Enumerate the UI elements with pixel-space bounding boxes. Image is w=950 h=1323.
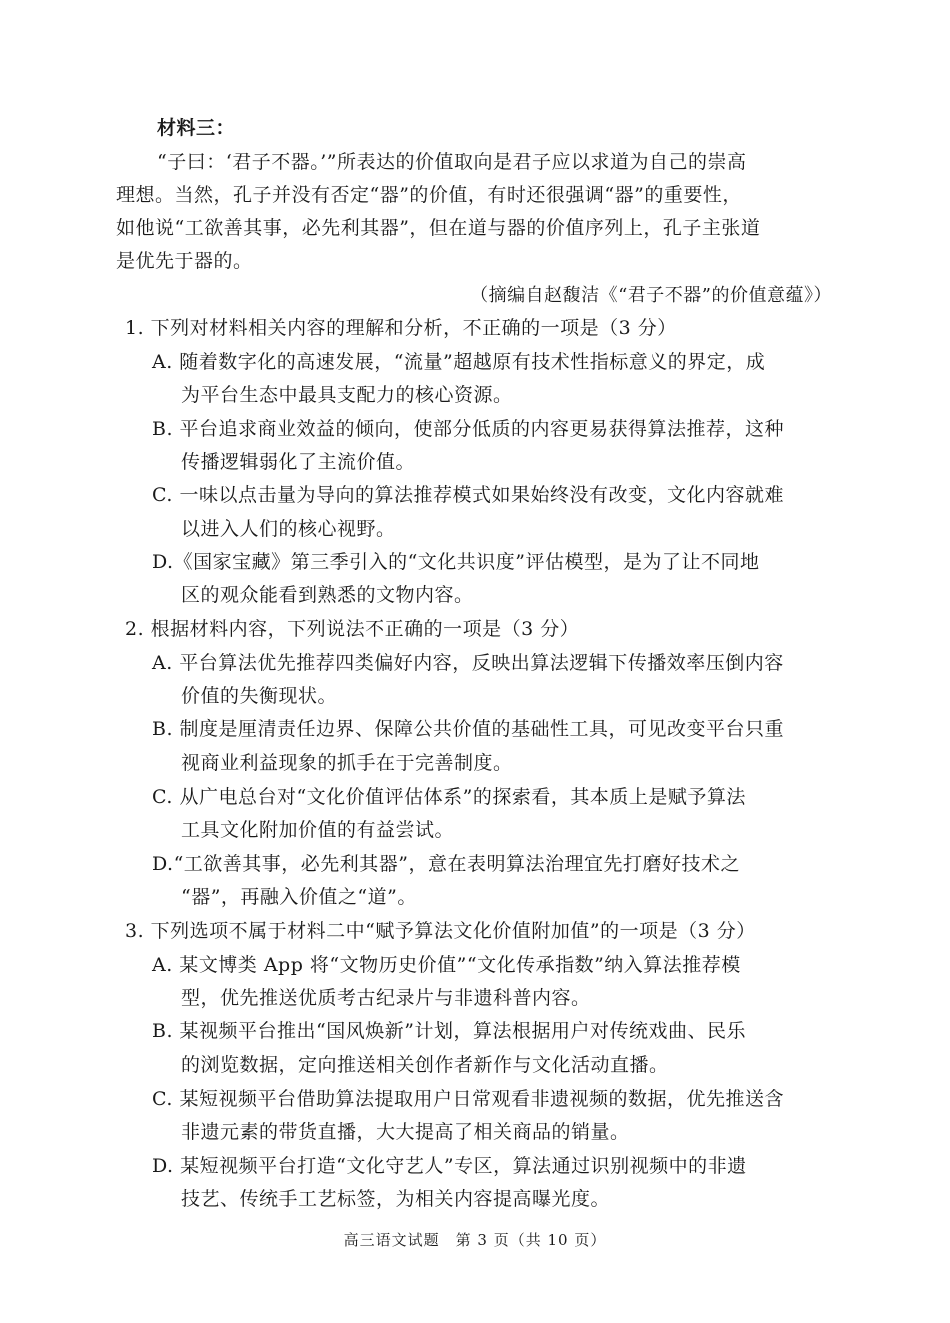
question-1-option-b: B. 平台追求商业效益的倾向，使部分低质的内容更易获得算法推荐，这种	[152, 418, 785, 440]
question-1-option-d-cont: 区的观众能看到熟悉的文物内容。	[181, 584, 474, 606]
question-2-stem: 2. 根据材料内容，下列说法不正确的一项是（3 分）	[125, 618, 580, 640]
material-source: （摘编自赵馥洁《“君子不器”的价值意蕴》）	[470, 285, 832, 306]
question-3-option-a-cont: 型，优先推送优质考古纪录片与非遗科普内容。	[181, 987, 591, 1009]
question-1-option-c: C. 一味以点击量为导向的算法推荐模式如果始终没有改变，文化内容就难	[152, 484, 784, 506]
question-3-option-b-cont: 的浏览数据，定向推送相关创作者新作与文化活动直播。	[181, 1054, 669, 1076]
question-1-stem: 1. 下列对材料相关内容的理解和分析，不正确的一项是（3 分）	[125, 317, 677, 339]
question-1-option-a-cont: 为平台生态中最具支配力的核心资源。	[181, 384, 513, 406]
material-line: 如他说“工欲善其事，必先利其器”，但在道与器的价值序列上，孔子主张道	[116, 217, 761, 239]
question-1-option-d: D.《国家宝藏》第三季引入的“文化共识度”评估模型，是为了让不同地	[152, 551, 760, 573]
question-2-option-b-cont: 视商业利益现象的抓手在于完善制度。	[181, 752, 513, 774]
question-1-option-b-cont: 传播逻辑弱化了主流价值。	[181, 451, 416, 473]
question-3-option-d-cont: 技艺、传统手工艺标签，为相关内容提高曝光度。	[181, 1188, 611, 1210]
material-line: 理想。当然，孔子并没有否定“器”的价值，有时还很强调“器”的重要性，	[116, 184, 742, 206]
question-3-option-c-cont: 非遗元素的带货直播，大大提高了相关商品的销量。	[181, 1121, 630, 1143]
question-3-option-d: D. 某短视频平台打造“文化守艺人”专区，算法通过识别视频中的非遗	[152, 1155, 747, 1177]
material-line: 是优先于器的。	[116, 250, 253, 272]
question-3-option-b: B. 某视频平台推出“国风焕新”计划，算法根据用户对传统戏曲、民乐	[152, 1020, 746, 1042]
question-2-option-c-cont: 工具文化附加价值的有益尝试。	[181, 819, 455, 841]
material-line: “子曰：‘君子不器。’”所表达的价值取向是君子应以求道为自己的崇高	[157, 151, 747, 173]
question-2-option-c: C. 从广电总台对“文化价值评估体系”的探索看，其本质上是赋予算法	[152, 786, 746, 808]
question-3-option-c: C. 某短视频平台借助算法提取用户日常观看非遗视频的数据，优先推送含	[152, 1088, 784, 1110]
question-1-option-c-cont: 以进入人们的核心视野。	[181, 518, 396, 540]
question-3-stem: 3. 下列选项不属于材料二中“赋予算法文化价值附加值”的一项是（3 分）	[125, 920, 756, 942]
question-2-option-a-cont: 价值的失衡现状。	[181, 685, 338, 707]
page-footer: 高三语文试题 第 3 页（共 10 页）	[343, 1231, 607, 1249]
question-2-option-b: B. 制度是厘清责任边界、保障公共价值的基础性工具，可见改变平台只重	[152, 718, 785, 740]
question-3-option-a: A. 某文博类 App 将“文物历史价值”“文化传承指数”纳入算法推荐模	[152, 954, 741, 976]
question-2-option-d: D.“工欲善其事，必先利其器”，意在表明算法治理宜先打磨好技术之	[152, 853, 741, 875]
question-1-option-a: A. 随着数字化的高速发展，“流量”超越原有技术性指标意义的界定，成	[152, 351, 766, 373]
material-heading: 材料三：	[157, 117, 236, 139]
question-2-option-d-cont: “器”，再融入价值之“道”。	[181, 886, 417, 908]
question-2-option-a: A. 平台算法优先推荐四类偏好内容，反映出算法逻辑下传播效率压倒内容	[152, 652, 784, 674]
